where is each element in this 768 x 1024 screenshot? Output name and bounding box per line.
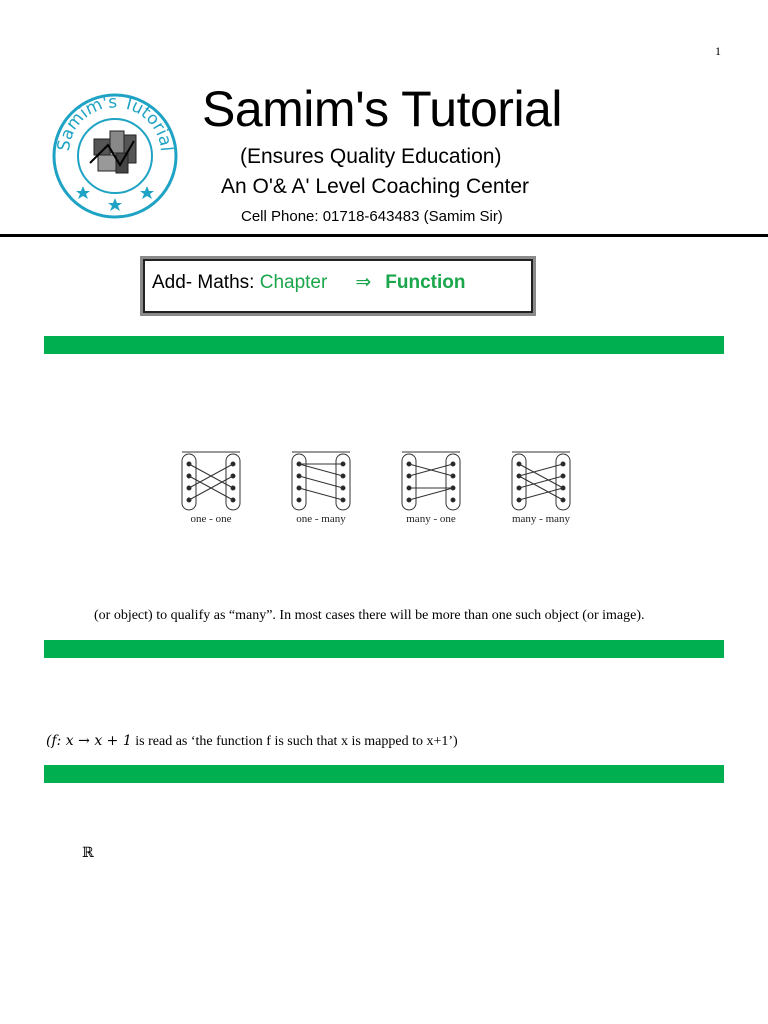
real-numbers-symbol: ℝ [82, 845, 94, 861]
svg-text:Samim's Tutorial: Samim's Tutorial [53, 93, 176, 153]
tutorial-logo [50, 93, 180, 219]
section-bar [44, 640, 724, 658]
function-expression: (f: x → x + 1 [46, 733, 132, 749]
diagram-caption: one - many [296, 513, 346, 525]
tagline: (Ensures Quality Education) [240, 145, 502, 168]
page-number: 1 [715, 44, 721, 58]
section-bar [44, 336, 724, 354]
chapter-topic: Function [385, 272, 466, 293]
diagram-caption: many - many [511, 513, 571, 525]
mapping-diagrams [178, 446, 588, 528]
subtitle: An O'& A' Level Coaching Center [221, 175, 530, 198]
page-title: Samim's Tutorial [202, 81, 562, 137]
function-explanation: is read as ‘the function f is such that x is mapped to x+1’) [131, 734, 458, 749]
diagram-caption: one - one [190, 513, 232, 525]
section-bar [44, 765, 724, 783]
set-element [297, 498, 301, 502]
set-element [451, 498, 455, 502]
contact-phone: Cell Phone: 01718-643483 (Samim Sir) [241, 208, 503, 225]
chapter-box [140, 256, 536, 316]
diagram-caption: many - one [406, 513, 456, 525]
subject-label: Add- Maths: [152, 272, 260, 293]
chapter-label: Chapter [259, 272, 328, 293]
body-text-many-definition: (or object) to qualify as “many”. In most cases there will be more than one such object (or image). [94, 608, 645, 623]
header-divider [0, 234, 768, 237]
implies-arrow-icon: ⇒ [355, 272, 372, 293]
body-text-function-notation [46, 733, 458, 750]
